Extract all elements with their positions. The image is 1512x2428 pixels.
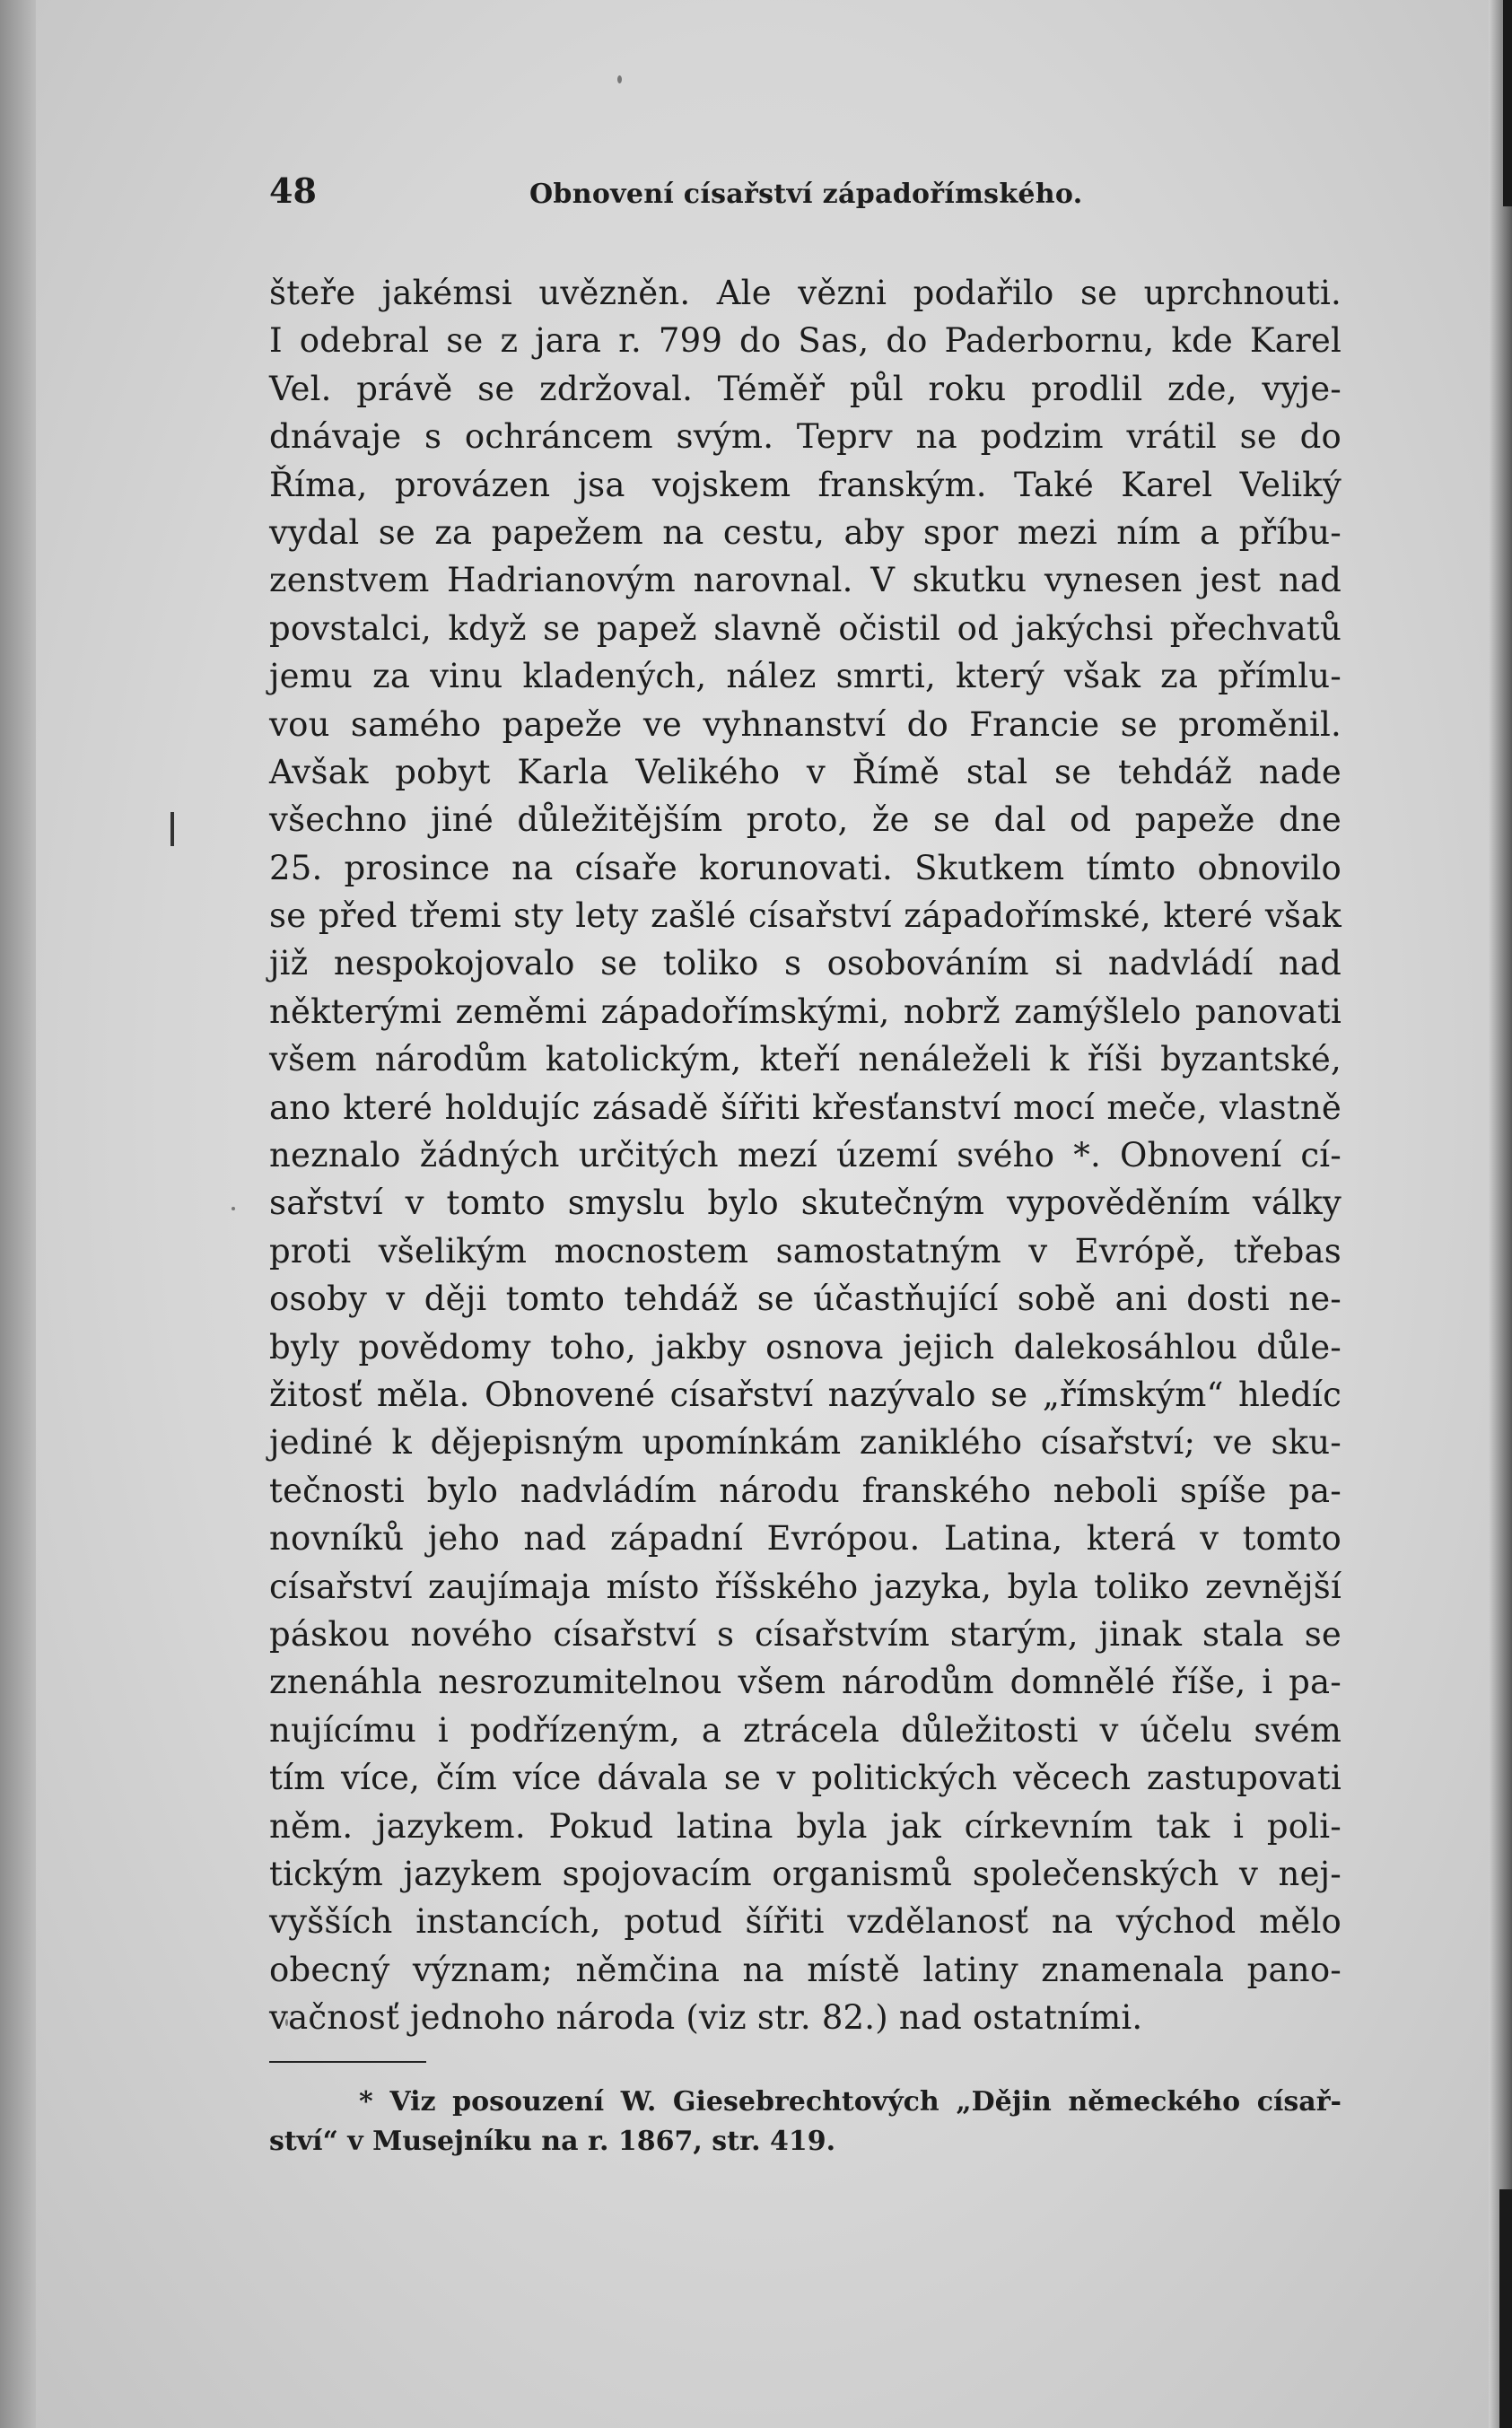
text-line: Říma, provázen jsa vojskem franským. Také Karel Veliký (269, 465, 1342, 504)
text-line: 25. prosince na císaře korunovati. Skutkem tímto obnovilo (269, 848, 1342, 887)
scan-speck (617, 75, 622, 83)
text-line: Vel. právě se zdržoval. Téměř půl roku prodlil zde, vyje- (269, 369, 1342, 408)
text-line: páskou nového císařství s císařstvím starým, jinak stala se (269, 1614, 1342, 1654)
footnote-line: ství“ v Musejníku na r. 1867, str. 419. (269, 2126, 836, 2158)
text-line: Avšak pobyt Karla Velikého v Římě stal se tehdáž nade (269, 752, 1342, 791)
text-line: všem národům katolickým, kteří nenáleželi k říši byzantské, (269, 1040, 1342, 1079)
page-header (269, 170, 1342, 224)
text-line: žitosť měla. Obnovené císařství nazývalo se „římským“ hledíc (269, 1375, 1342, 1414)
text-line: všechno jiné důležitějším proto, že se dal od papeže dne (269, 800, 1342, 840)
text-line: povstalci, když se papež slavně očistil od jakýchsi přechvatů (269, 608, 1342, 648)
right-edge-shadow-bottom (1499, 2189, 1512, 2428)
right-edge-shadow-top (1503, 0, 1512, 206)
footnote-divider (269, 2061, 426, 2063)
left-scan-edge (0, 0, 36, 2428)
text-line: proti všelikým mocnostem samostatným v Evrópě, třebas (269, 1231, 1342, 1271)
text-line: něm. jazykem. Pokud latina byla jak církevním tak i poli- (269, 1806, 1342, 1846)
running-title: Obnovení císařství západořímského. (529, 179, 1083, 210)
body-text (269, 269, 1342, 2041)
text-line: císařství zaujímaja místo říšského jazyka, byla toliko zevnější (269, 1567, 1342, 1606)
book-page (269, 170, 1342, 2162)
text-line: jemu za vinu kladených, nález smrti, který však za přímlu- (269, 657, 1342, 696)
text-line: jediné k dějepisným upomínkám zaniklého císařství; ve sku- (269, 1423, 1342, 1463)
footnote (269, 2083, 1342, 2162)
text-line: již nespokojovalo se toliko s osobováním si nadvládí nad (269, 944, 1342, 983)
text-line: dnávaje s ochráncem svým. Teprv na podzim vrátil se do (269, 417, 1342, 457)
text-line: I odebral se z jara r. 799 do Sas, do Paderbornu, kde Karel (269, 321, 1342, 361)
scan-speck (232, 1207, 235, 1210)
text-line: nujícímu i podřízeným, a ztrácela důležitosti v účelu svém (269, 1710, 1342, 1750)
text-line: tečnosti bylo nadvládím národu franského neboli spíše pa- (269, 1471, 1342, 1510)
text-line: novníků jeho nad západní Evrópou. Latina, která v tomto (269, 1519, 1342, 1559)
right-scan-edge (1489, 0, 1512, 2428)
text-line: se před třemi sty lety zašlé císařství západořímské, které však (269, 896, 1342, 936)
text-line: osoby v ději tomto tehdáž se účastňující sobě ani dosti ne- (269, 1280, 1342, 1319)
text-line: vačnosť jednoho národa (viz str. 82.) nad ostatními. (269, 1998, 1143, 2038)
text-line: ano které holdujíc zásadě šířiti křesťanství mocí meče, vlastně (269, 1087, 1342, 1127)
text-line: zenstvem Hadrianovým narovnal. V skutku vynesen jest nad (269, 561, 1342, 600)
text-line: vyšších instancích, potud šířiti vzdělanosť na východ mělo (269, 1902, 1342, 1942)
text-line: vydal se za papežem na cestu, aby spor mezi ním a příbu- (269, 512, 1342, 552)
page-number: 48 (269, 170, 317, 211)
text-line: neznalo žádných určitých mezí území svého *. Obnovení cí- (269, 1136, 1342, 1175)
text-line: znenáhla nesrozumitelnou všem národům domnělé říše, i pa- (269, 1663, 1342, 1702)
text-line: některými zeměmi západořímskými, nobrž zamýšlelo panovati (269, 991, 1342, 1031)
text-line: šteře jakémsi uvězněn. Ale vězni podařilo se uprchnouti. (269, 274, 1342, 312)
text-line: vou samého papeže ve vyhnanství do Francie se proměnil. (269, 704, 1342, 744)
text-line: obecný význam; němčina na místě latiny znamenala pano- (269, 1950, 1342, 1989)
footnote-line: * Viz posouzení W. Giesebrechtových „Dějin německého císař- (359, 2086, 1342, 2118)
text-line: byly povědomy toho, jakby osnova jejich dalekosáhlou důle- (269, 1327, 1342, 1367)
text-line: tím více, čím více dávala se v politických věcech zastupovati (269, 1759, 1342, 1798)
text-line: sařství v tomto smyslu bylo skutečným vypověděním války (269, 1183, 1342, 1223)
text-line: tickým jazykem spojovacím organismů společenských v nej- (269, 1854, 1342, 1893)
margin-mark (170, 812, 174, 846)
